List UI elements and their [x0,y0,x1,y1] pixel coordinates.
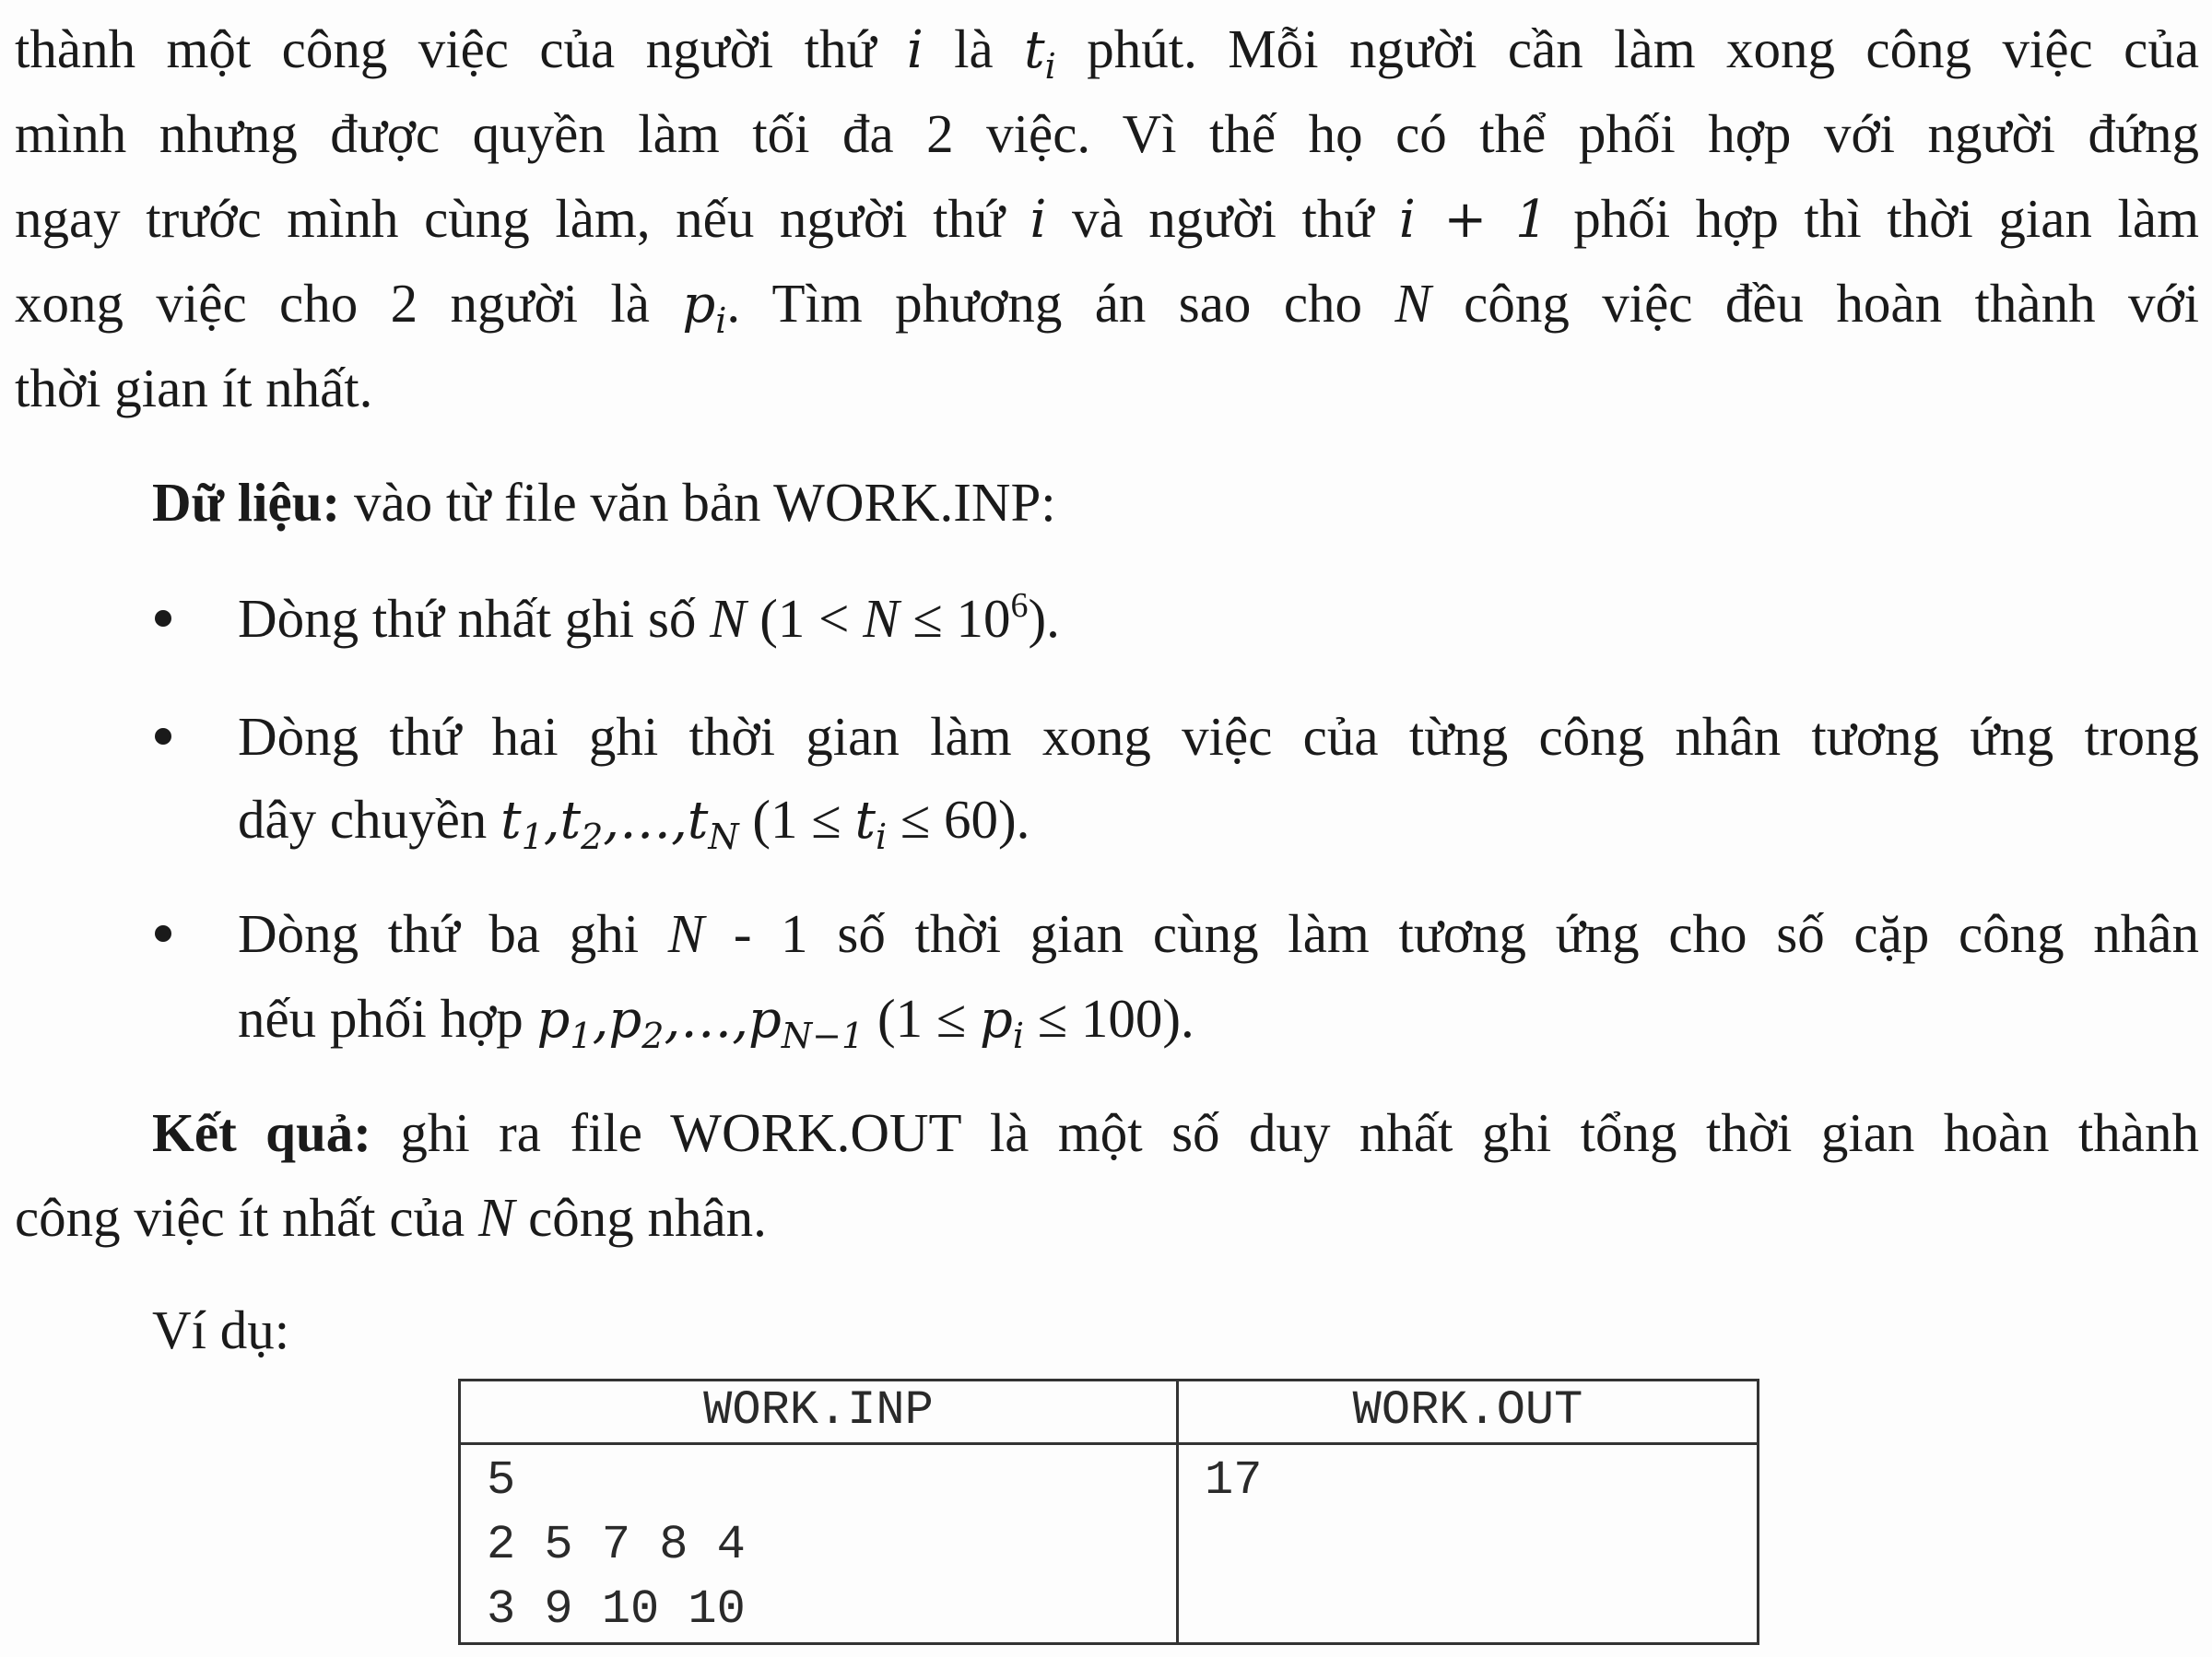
example-output-line: 17 [1205,1453,1263,1508]
math-i: i [906,20,924,80]
input-section-heading: Dữ liệu: vào từ file văn bản WORK.INP: [152,472,1056,533]
bullet-icon [155,610,171,627]
bullet-icon [155,925,171,942]
example-header-output: WORK.OUT [1178,1381,1759,1444]
example-table-header-row [460,1381,1759,1444]
math-i-plus-1: i + 1 [1398,190,1548,250]
bullet-2-line-1: Dòng thứ hai ghi thời gian làm xong việc của từng công nhân tương ứng trong [238,706,2199,767]
output-section-line-2: công việc ít nhất của N công nhân. [15,1187,767,1248]
output-section-line-1: Kết quả: ghi ra file WORK.OUT là một số duy nhất ghi tổng thời gian hoàn thành [152,1102,2199,1163]
bullet-2-line-2: dây chuyền $t_1,t_2,\dots,t_N$ $(1 \le t_i \le 60)$. [238,789,1030,857]
intro-line-2: mình nhưng được quyền làm tối đa 2 việc. Vì thế họ có thể phối hợp với người đứng [15,103,2199,164]
intro-line-1: thành một công việc của người thứ i là $t_i$ phút. Mỗi người cần làm xong công việc của [15,18,2200,87]
intro-line-3: ngay trước mình cùng làm, nếu người thứ i và người thứ i + 1 phối hợp thì thời gian làm [15,188,2199,250]
intro-line-5: thời gian ít nhất. [15,358,373,418]
example-input-line: 5 [487,1453,516,1508]
example-input-line: 2 5 7 8 4 [487,1518,746,1572]
example-table [458,1379,1759,1645]
bullet-1: Dòng thứ nhất ghi số N $(1 < N \le 10^6)$. [238,586,1060,649]
bullet-3-line-2: nếu phối hợp $p_1,p_2,\dots,p_{N-1}$ $(1 \le p_i \le 100)$. [238,988,1194,1056]
example-input-line: 3 9 10 10 [487,1582,746,1637]
example-input-cell [460,1444,1178,1644]
input-label: Dữ liệu: [152,472,341,533]
example-output-cell [1178,1444,1759,1644]
math-t-i: $t_i$ [1024,20,1056,87]
intro-line-4: xong việc cho 2 người là $p_i$. Tìm phương án sao cho N công việc đều hoàn thành với [15,273,2200,341]
example-label: Ví dụ: [152,1299,290,1360]
example-table-row [460,1444,1759,1644]
bullet-icon [155,728,171,745]
bullet-3-line-1: Dòng thứ ba ghi N - 1 số thời gian cùng làm tương ứng cho số cặp công nhân [238,903,2199,964]
example-header-input: WORK.INP [460,1381,1178,1444]
math-p-i: $p_i$ [682,275,727,341]
output-label: Kết quả: [152,1102,371,1163]
